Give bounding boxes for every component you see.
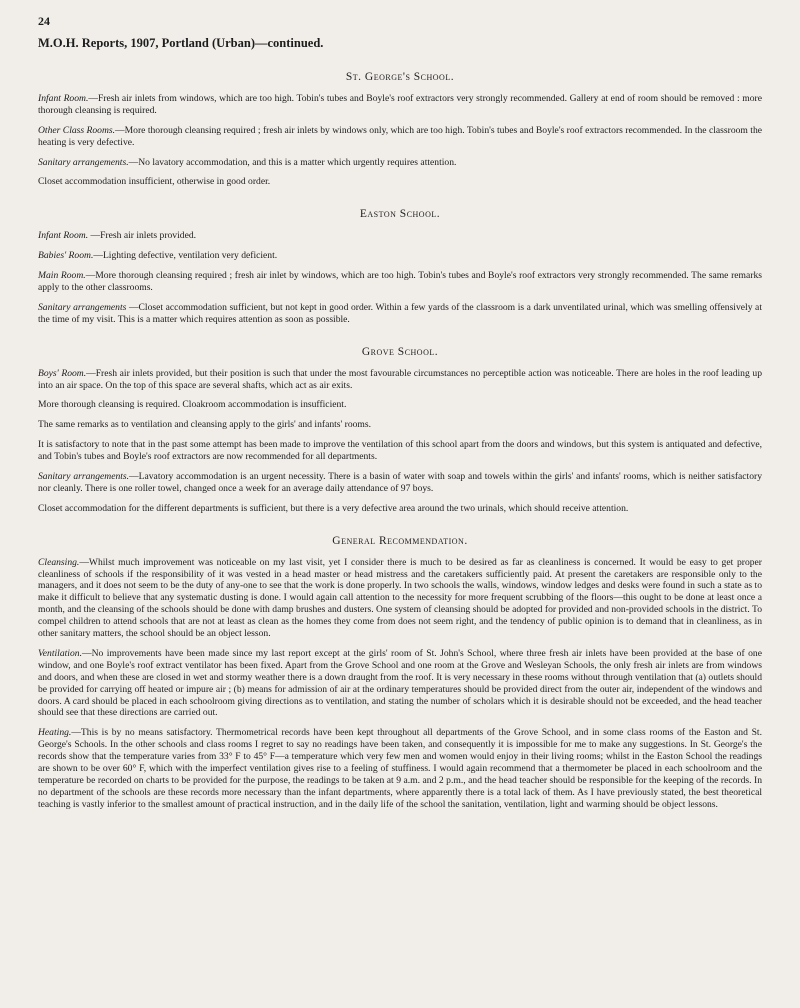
paragraph-lead: Heating.	[38, 727, 72, 739]
paragraph	[38, 270, 762, 294]
paragraph	[38, 727, 762, 810]
paragraph	[38, 93, 762, 117]
paragraph-lead: Main Room.	[38, 270, 86, 282]
paragraph-text: —Whilst much improvement was noticeable on my last visit, yet I consider there is much to be desired as far as cleanliness is concerned. It would be easy to get proper cleanliness of schools if the responsibility of it was vested in a head master or head mistress and the caretakers sufficiently paid. At present the caretakers are responsible only to the managers, and it does not seem to be the duty of any-one to see that the work is done properly. In two schools the walls, windows, window ledges and desks were found in such a state as to make it difficult to believe that any systematic dusting is done. I would again call attention to the necessity for more frequent scrubbing of the floors—this ought to be done at least once a month, and the cleansing of the schools should be done with damp brushes and dusters. One system of cleansing should be adopted for provided and non-provided schools in the district. To compel children to attend schools that are not at least as clean as the homes they come from does not seem right, and the tendency of public opinion is to demand that in cleanliness, as in other sanitary matters, the school should be an object lesson.	[38, 556, 762, 640]
paragraph	[38, 157, 762, 169]
paragraph: The same remarks as to ventilation and cleansing apply to the girls' and infants' rooms.	[38, 419, 372, 431]
paragraph	[38, 368, 762, 392]
paragraph-text: —This is by no means satisfactory. Thermometrical records have been kept throughout all departments of the Grove School, and in some class rooms of the Easton and St. George's Schools. In the other schools and class rooms I regret to say no readings have been taken, and consequently it is impossible for me to make any suggestions. In St. George's the records show that the temperature varies from 33° F to 45° F—a temperature which very few men and women would enjoy in their living rooms; whilst in the Easton School the readings are shown to be over 60° F, which with the imperfect ventilation gives rise to a feeling of stuffiness. I would again recommend that a thermometer be placed in each schoolroom and the temperature be recorded on charts to be provided for the purpose, the readings to be taken at 9 a.m. and 2 p.m., and the head teacher should be responsible for the keeping of the records. In no department of the schools are these records more necessary than the infant departments, where apparently there is a total lack of them. As I have previously stated, the best theoretical teaching is vastly inferior to the smallest amount of practical instruction, and in the daily life of the school the sanitation, ventilation, light and warming should be object lessons.	[38, 727, 762, 810]
paragraph: Closet accommodation for the different departments is sufficient, but there is a very defective area around the two urinals, which should receive attention.	[38, 502, 629, 514]
paragraph-lead: Babies' Room.	[38, 250, 94, 262]
paragraph-text: —Fresh air inlets from windows, which are too high. Tobin's tubes and Boyle's roof extractors very strongly recommended. Gallery at end of room should be removed : more thorough cleansing is required.	[38, 93, 762, 116]
paragraph: More thorough cleansing is required. Cloakroom accommodation is insufficient.	[38, 399, 347, 411]
paragraph	[38, 471, 762, 495]
paragraph	[38, 125, 762, 149]
section-heading-general: General Recommendation.	[332, 534, 468, 547]
paragraph	[38, 648, 762, 719]
paragraph-lead: Sanitary arrangements	[38, 301, 127, 313]
paragraph-lead: Infant Room.	[38, 230, 89, 242]
paragraph-text: —More thorough cleansing required ; fresh air inlet by windows, which are too high. Tobin's tubes and Boyle's roof extractors very strongly recommended. The same remarks apply to the other classrooms.	[38, 270, 762, 294]
paragraph-lead: Boys' Room.	[38, 367, 87, 379]
paragraph: Closet accommodation insufficient, otherwise in good order.	[38, 176, 271, 188]
paragraph-text: —Closet accommodation sufficient, but not kept in good order. Within a few yards of the classroom is a dark unventilated urinal, which was smelling offensively at the time of my visit. This is a matter which requires attention as soon as possible.	[38, 301, 762, 325]
paragraph-lead: Sanitary arrangements.	[38, 471, 130, 483]
paragraph-text: —Fresh air inlets provided, but their position is such that under the most favourable circumstances no perceptible action was noticeable. There are holes in the roof leading up into an air space. On the top of this space are several shafts, which act as air exits.	[38, 367, 762, 391]
paragraph-text: —Fresh air inlets provided.	[88, 230, 197, 242]
running-head: M.O.H. Reports, 1907, Portland (Urban)—continued.	[38, 36, 324, 50]
section-heading-grove: Grove School.	[361, 345, 439, 358]
paragraph-text: —Lavatory accommodation is an urgent necessity. There is a basin of water with soap and towels within the girls' and infants' rooms, which is neither satisfactory nor cleanly. There is one roller towel, changed once a week for an average daily attendance of 97 boys.	[38, 471, 762, 494]
paragraph-text: —No improvements have been made since my last report except at the girls' room of St. John's School, where three fresh air inlets have been provided at the base of one window, and one Boyle's roof extract ventilator has been fixed. Apart from the Grove School and one room at the Grove and Wesleyan Schools, the only fresh air inlets are from windows and doors, and when these are closed in wet and stormy weather there is a down draught from the roof. It is very necessary in these rooms without through ventilation that (a) outlets should be provided for carrying off heated or impure air ; (b) means for admission of air at the ordinary temperatures should be provided direct from the outer air, independent of the windows and doors. A card should be placed in each schoolroom giving directions as to ventilation, and stating the number of scholars which it is desirable should not be exceeded, and the head teacher should see that these directions are carried out.	[38, 647, 762, 719]
paragraph	[38, 557, 762, 640]
paragraph-lead: Cleansing.	[38, 556, 80, 568]
paragraph-text: —More thorough cleansing required ; fresh air inlets by windows only, which are too high. Tobin's tubes and Boyle's roof extractors recommended. In the classroom the heating is very defective.	[38, 124, 762, 148]
paragraph	[38, 230, 762, 242]
section-heading-st-george: St. George's School.	[345, 71, 455, 83]
paragraph-lead: Other Class Rooms.	[38, 124, 116, 136]
paragraph	[38, 250, 762, 262]
paragraph: It is satisfactory to note that in the past some attempt has been made to improve the ventilation of this school apart from the doors and windows, but this system is antiquated and defective, and Tobin's tubes and Boyle's roof extractors are now recommended for all departments.	[38, 439, 762, 463]
paragraph-lead: Sanitary arrangements.	[38, 156, 129, 168]
page-number: 24	[38, 14, 50, 28]
paragraph	[38, 302, 762, 326]
paragraph-text: —Lighting defective, ventilation very deficient.	[93, 250, 278, 262]
section-heading-easton: Easton School.	[359, 208, 441, 221]
paragraph-lead: Ventilation.	[38, 647, 82, 659]
paragraph-lead: Infant Room.	[38, 93, 89, 104]
paragraph-text: —No lavatory accommodation, and this is a matter which urgently requires attention.	[128, 156, 457, 168]
